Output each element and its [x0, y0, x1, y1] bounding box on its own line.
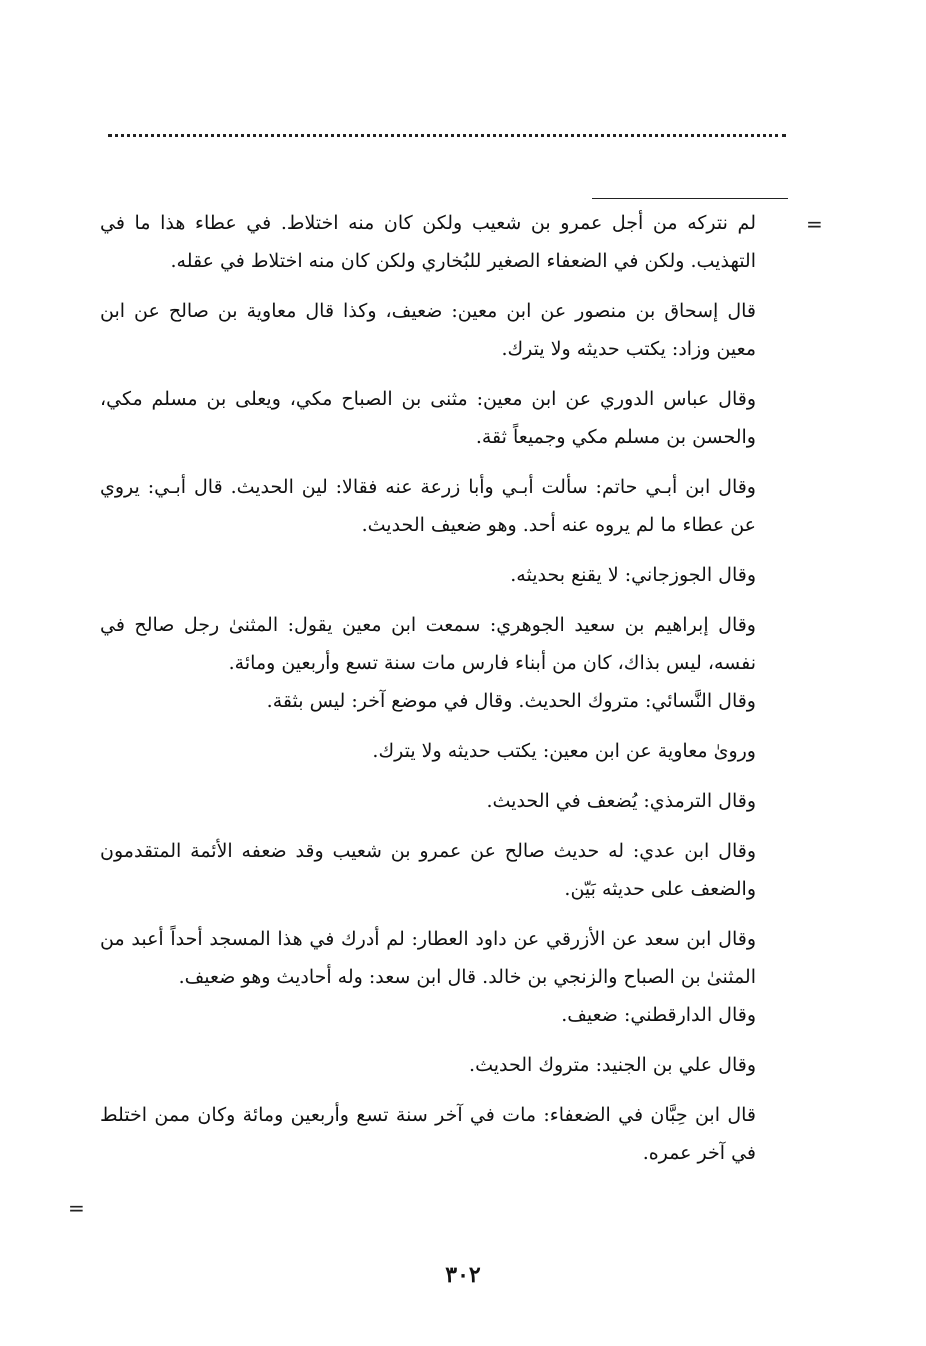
page-number: ٣٠٢	[445, 1262, 481, 1288]
paragraph: وقال ابن أبـي حاتم: سألت أبـي وأبا زرعة عنه فقالا: لين الحديث. قال أبـي: يروي عن عطاء ما لم يروه عنه أحد. وهو ضعيف الحديث.	[100, 476, 756, 536]
paragraph: وقال إبراهيم بن سعيد الجوهري: سمعت ابن معين يقول: المثنىٰ رجل صالح في نفسه، ليس بذاك، كان من أبناء فارس مات سنة تسع وأربعين ومائة.	[100, 614, 756, 674]
paragraph: ورویٰ معاوية عن ابن معين: يكتب حديثه ولا يترك.	[372, 740, 756, 762]
paragraph: وقال عباس الدوري عن ابن معين: مثنى بن الصباح مكي، ويعلى بن مسلم مكي، والحسن بن مسلم مكي وجميعاً ثقة.	[100, 388, 756, 448]
continuation-mark-bottom: =	[68, 1196, 85, 1220]
paragraph: قال إسحاق بن منصور عن ابن معين: ضعيف، وكذا قال معاوية بن صالح عن ابن معين وزاد: يكتب حديثه ولا يترك.	[100, 300, 756, 360]
paragraph: لم نتركه من أجل عمرو بن شعيب ولكن كان منه اختلاط. في عطاء هذا ما في التهذيب. ولكن في الضعفاء الصغير للبُخاري ولكن كان منه اختلاط في عقله.	[100, 212, 756, 272]
paragraph: وقال الدارقطني: ضعيف.	[561, 1004, 756, 1026]
paragraph: وقال علي بن الجنيد: متروك الحديث.	[469, 1054, 756, 1076]
paragraph: وقال الترمذي: يُضعف في الحديث.	[486, 790, 756, 812]
paragraph: وقال الجوزجاني: لا يقنع بحديثه.	[510, 564, 756, 586]
continuation-mark-top: =	[806, 212, 823, 236]
paragraph: وقال ابن سعد عن الأزرقي عن داود العطار: لم أدرك في هذا المسجد أحداً أعبد من المثنىٰ بن الصباح والزنجي بن خالد. قال ابن سعد: وله أحاديث وهو ضعيف.	[100, 928, 756, 988]
footnote-rule	[592, 198, 788, 199]
dotted-separator	[108, 134, 786, 137]
paragraph: وقال ابن عدي: له حديث صالح عن عمرو بن شعيب وقد ضعفه الأئمة المتقدمون والضعف على حديثه بَيّن.	[100, 840, 756, 900]
paragraph: قال ابن حِبَّان في الضعفاء: مات في آخر سنة تسع وأربعين ومائة وكان ممن اختلط في آخر عمره.	[100, 1104, 756, 1164]
footnote-text	[100, 204, 756, 1184]
paragraph: وقال النَّسائي: متروك الحديث. وقال في موضع آخر: ليس بثقة.	[266, 690, 756, 712]
